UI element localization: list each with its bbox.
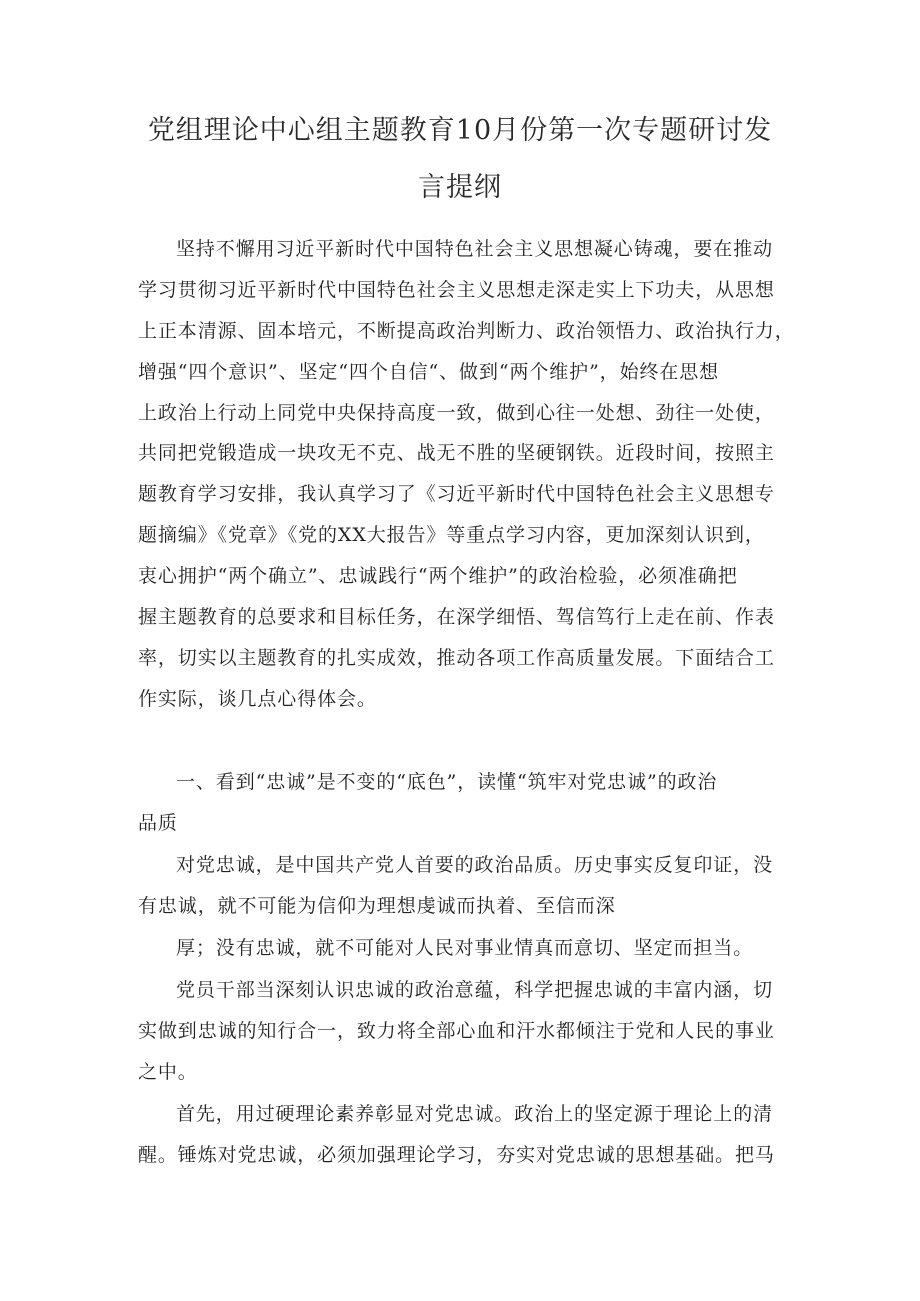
document-title-line-2: 言提纲: [418, 172, 502, 203]
body-line-6: 共同把党锻造成一块攻无不克、战无不胜的坚硬钢铁。近段时间，按照主: [138, 442, 775, 464]
body-line-2: 学习贯彻习近平新时代中国特色社会主义思想走深走实上下功夫，从思想: [138, 279, 775, 301]
body-line-19: 之中。: [138, 1061, 198, 1083]
body-line-10: 握主题教育的总要求和目标任务，在深学细悟、驾信笃行上走在前、作表: [138, 606, 775, 628]
body-line-7: 题教育学习安排，我认真学习了《习近平新时代中国特色社会主义思想专: [138, 483, 775, 505]
body-line-1: 坚持不懈用习近平新时代中国特色社会主义思想凝心铸魂，要在推动: [176, 238, 774, 260]
body-line-15: 有忠诚，就不可能为信仰为理想虔诚而执着、至信而深: [138, 895, 616, 917]
body-line-16: 厚；没有忠诚，就不可能对人民对事业情真而意切、坚定而担当。: [176, 937, 754, 959]
body-line-18: 实做到忠诚的知行合一，致力将全部心血和汗水都倾注于党和人民的事业: [138, 1020, 775, 1042]
body-line-20: 首先，用过硬理论素养彰显对党忠诚。政治上的坚定源于理论上的清: [176, 1103, 774, 1125]
section-heading-line-1: 一、看到“忠诚”是不变的“底色”，读懂“筑牢对党忠诚”的政治: [176, 771, 718, 793]
body-line-11: 率，切实以主题教育的扎实成效，推动各项工作高质量发展。下面结合工: [138, 647, 775, 669]
body-line-5: 上政治上行动上同党中央保持高度一致，做到心往一处想、劲往一处使，: [138, 402, 775, 424]
body-line-14: 对党忠诚，是中国共产党人首要的政治品质。历史事实反复印证，没: [176, 854, 774, 876]
body-line-4: 增强“四个意识”、坚定“四个自信“、做到“两个维护”，始终在思想: [138, 361, 720, 383]
body-line-9: 衷心拥护“两个确立”、忠诚践行“两个维护”的政治检验，必须准确把: [138, 565, 738, 587]
body-line-12: 作实际，谈几点心得体会。: [138, 688, 377, 710]
body-line-8: 题摘编》《党章》《党的XX大报告》等重点学习内容，更加深刻认识到，: [138, 524, 765, 546]
body-line-3: 上正本清源、固本培元，不断提高政治判断力、政治领悟力、政治执行力，: [138, 320, 795, 342]
body-line-21: 醒。锤炼对党忠诚，必须加强理论学习，夯实对党忠诚的思想基础。把马: [138, 1144, 775, 1166]
document-title-line-1: 党组理论中心组主题教育10月份第一次专题研讨发: [147, 115, 773, 146]
body-line-17: 党员干部当深刻认识忠诚的政治意蕴，科学把握忠诚的丰富内涵，切: [176, 979, 774, 1001]
section-heading-line-2: 品质: [138, 812, 178, 834]
